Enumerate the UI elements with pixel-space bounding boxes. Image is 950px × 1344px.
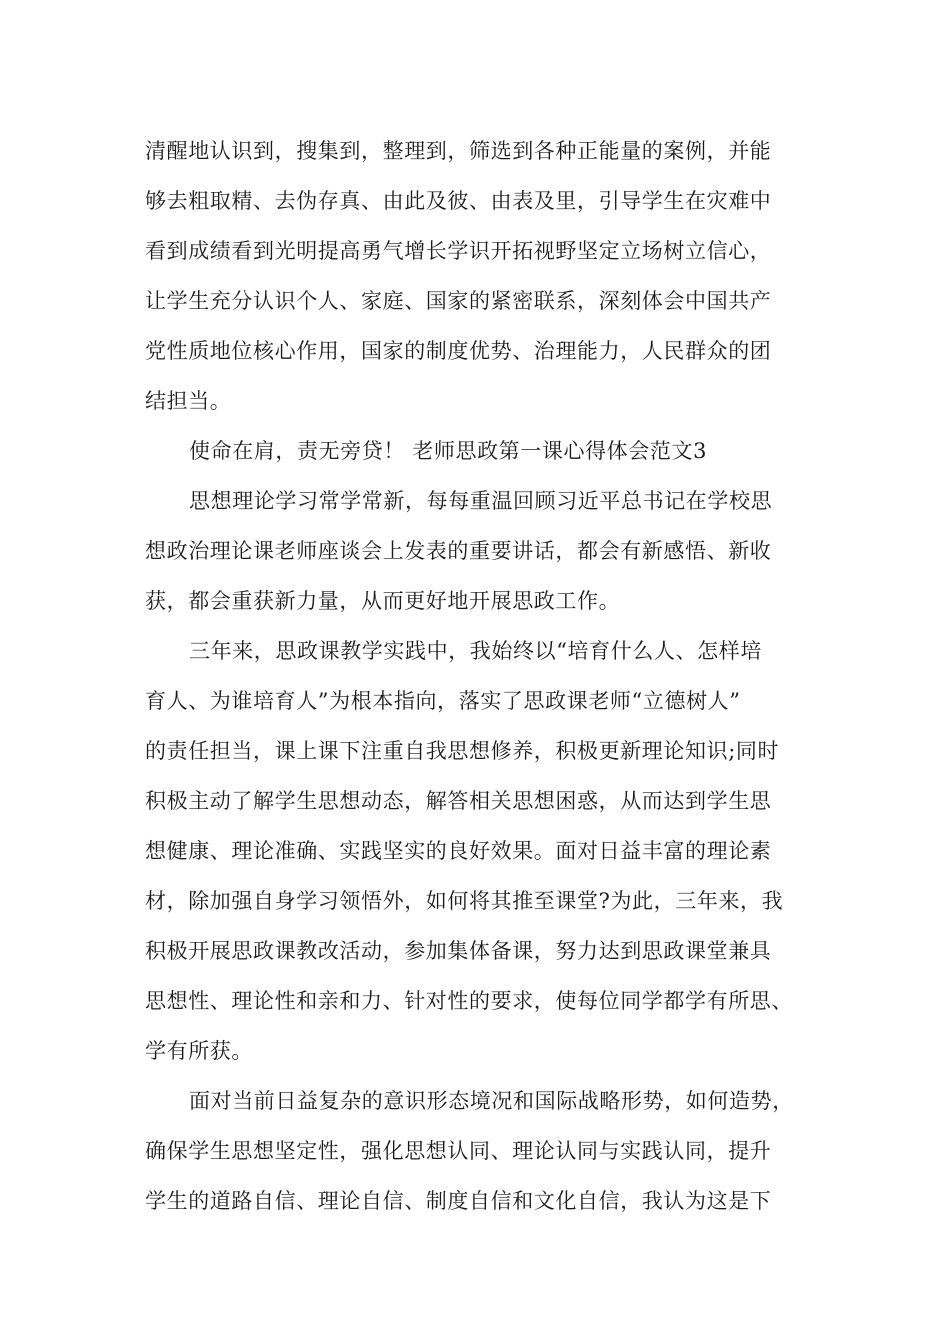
- paragraph-line: 结担当。: [145, 389, 232, 413]
- paragraph-line: 育人、为谁培育人”为根本指向，落实了思政课老师“立德树人”: [145, 689, 741, 713]
- paragraph-line: 让学生充分认识个人、家庭、国家的紧密联系，深刻体会中国共产: [145, 289, 772, 313]
- paragraph-line: 想政治理论课老师座谈会上发表的重要讲话，都会有新感悟、新收: [145, 539, 772, 563]
- paragraph-line: 清醒地认识到，搜集到，整理到，筛选到各种正能量的案例，并能: [145, 139, 772, 163]
- paragraph-line: 学有所获。: [145, 1039, 253, 1063]
- paragraph-line: 积极主动了解学生思想动态，解答相关思想困惑，从而达到学生思: [145, 789, 772, 813]
- paragraph-line: 够去粗取精、去伪存真、由此及彼、由表及里，引导学生在灾难中: [145, 189, 772, 213]
- paragraph-line: 想健康、理论准确、实践坚实的良好效果。面对日益丰富的理论素: [145, 839, 772, 863]
- paragraph-line: 的责任担当，课上课下注重自我思想修养，积极更新理论知识;同时: [145, 739, 780, 763]
- paragraph-line: 确保学生思想坚定性，强化思想认同、理论认同与实践认同，提升: [145, 1139, 772, 1163]
- paragraph-line: 积极开展思政课教改活动，参加集体备课，努力达到思政课堂兼具: [145, 939, 772, 963]
- paragraph-line: 思想性、理论性和亲和力、针对性的要求，使每位同学都学有所思、: [145, 989, 793, 1013]
- paragraph-line: 学生的道路自信、理论自信、制度自信和文化自信，我认为这是下: [145, 1189, 772, 1213]
- paragraph-line: 三年来，思政课教学实践中，我始终以“培育什么人、怎样培: [189, 639, 762, 663]
- paragraph-line: 面对当前日益复杂的意识形态境况和国际战略形势，如何造势，: [189, 1089, 794, 1113]
- paragraph-line: 看到成绩看到光明提高勇气增长学识开拓视野坚定立场树立信心，: [145, 239, 772, 263]
- paragraph-line: 材，除加强自身学习领悟外，如何将其推至课堂?为此，三年来，我: [145, 889, 784, 913]
- paragraph-line: 思想理论学习常学常新，每每重温回顾习近平总书记在学校思: [189, 489, 773, 513]
- section-heading-line: 使命在肩，责无旁贷！ 老师思政第一课心得体会范文3: [189, 439, 708, 463]
- paragraph-line: 获，都会重获新力量，从而更好地开展思政工作。: [145, 589, 621, 613]
- paragraph-line: 党性质地位核心作用，国家的制度优势、治理能力，人民群众的团: [145, 339, 772, 363]
